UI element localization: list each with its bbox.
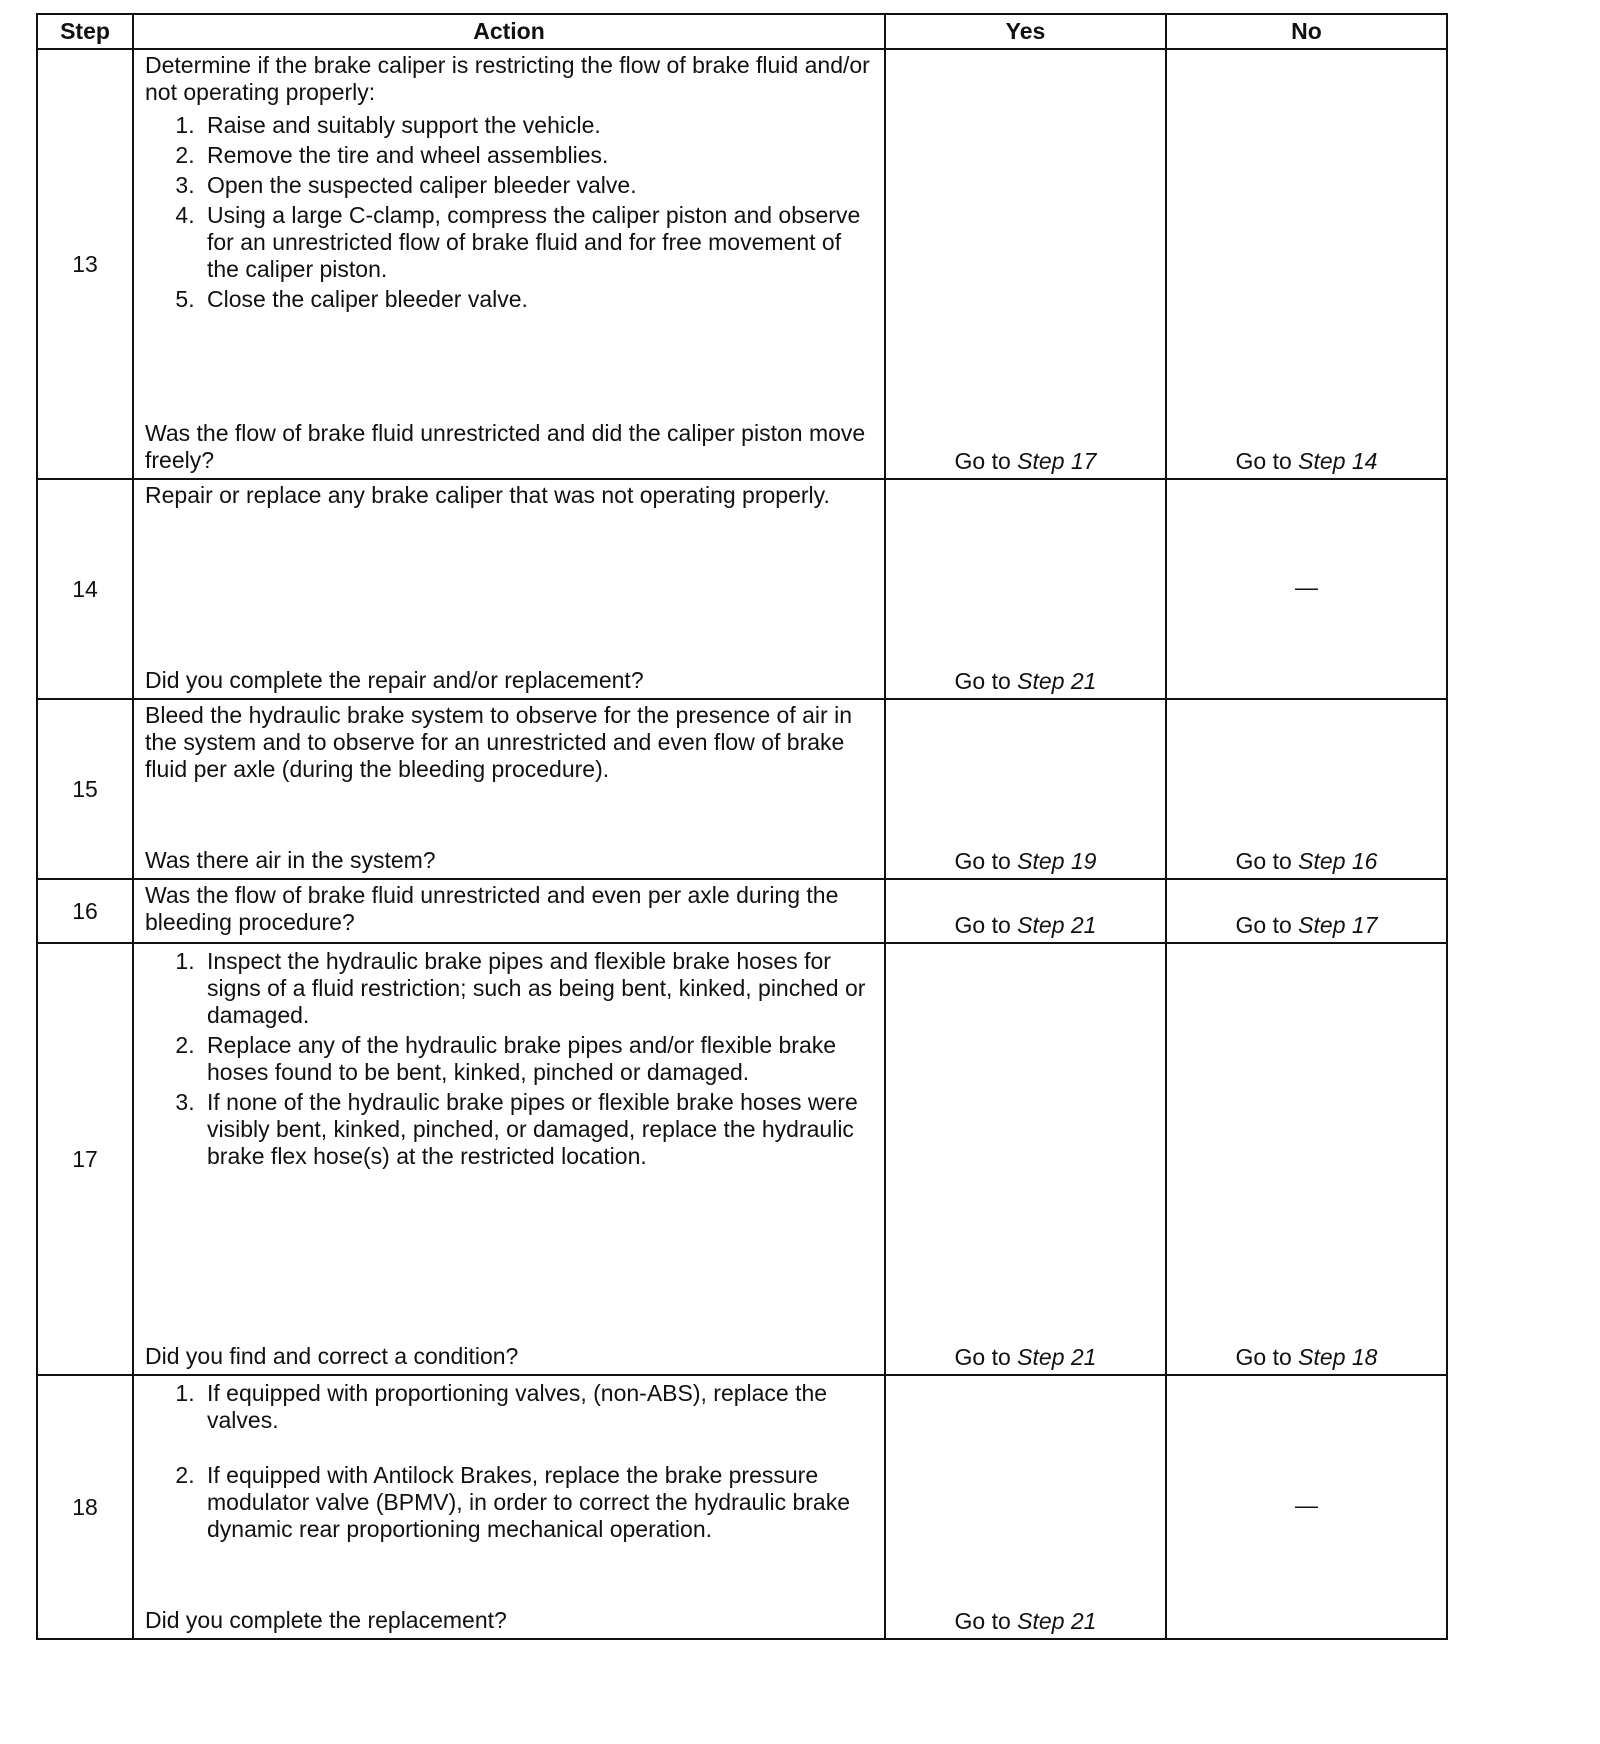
yes-answer xyxy=(885,699,1166,879)
no-answer xyxy=(1166,1375,1447,1639)
yes-step-ref: Step 21 xyxy=(1017,668,1097,694)
action-question: Did you complete the replacement? xyxy=(145,1607,507,1633)
action-intro: Repair or replace any brake caliper that was not operating properly. xyxy=(145,482,830,508)
list-item: 1. Raise and suitably support the vehicle. xyxy=(201,112,874,139)
step-number: 18 xyxy=(37,1375,133,1639)
table-row xyxy=(37,479,1447,699)
action-list xyxy=(145,1380,874,1571)
go-to-label: Go to xyxy=(1235,448,1292,474)
step-number: 15 xyxy=(37,699,133,879)
step-number: 13 xyxy=(37,49,133,479)
go-to-label: Go to xyxy=(954,912,1011,938)
yes-step-ref: Step 21 xyxy=(1017,1608,1097,1634)
yes-answer xyxy=(885,49,1166,479)
list-item: 2. Replace any of the hydraulic brake pipes and/or flexible brake hoses found to be bent, kinked, pinched or damaged. xyxy=(201,1032,874,1086)
action-cell xyxy=(133,1375,885,1639)
table-row xyxy=(37,1375,1447,1639)
step-number: 14 xyxy=(37,479,133,699)
list-item: 3. If none of the hydraulic brake pipes or flexible brake hoses were visibly bent, kinked, pinched, or damaged, replace the hydraulic brake flex hose(s) at the restricted location. xyxy=(201,1089,874,1170)
action-cell xyxy=(133,49,885,479)
list-item: 1. If equipped with proportioning valves, (non-ABS), replace the valves. xyxy=(201,1380,874,1434)
go-to-label: Go to xyxy=(1235,848,1292,874)
action-question: Was there air in the system? xyxy=(145,847,436,873)
list-item: 3. Open the suspected caliper bleeder valve. xyxy=(201,172,874,199)
no-answer xyxy=(1166,943,1447,1375)
action-cell xyxy=(133,479,885,699)
yes-step-ref: Step 17 xyxy=(1017,448,1097,474)
go-to-label: Go to xyxy=(1235,912,1292,938)
header-row xyxy=(37,14,1447,49)
diagnostic-table xyxy=(36,13,1448,1640)
table-row xyxy=(37,699,1447,879)
yes-answer xyxy=(885,479,1166,699)
action-cell xyxy=(133,699,885,879)
table-row xyxy=(37,943,1447,1375)
go-to-label: Go to xyxy=(954,848,1011,874)
no-step-ref: Step 17 xyxy=(1298,912,1378,938)
yes-step-ref: Step 19 xyxy=(1017,848,1097,874)
yes-step-ref: Step 21 xyxy=(1017,912,1097,938)
yes-answer xyxy=(885,879,1166,943)
header-yes: Yes xyxy=(885,14,1166,49)
table-row xyxy=(37,49,1447,479)
no-step-ref: Step 16 xyxy=(1298,848,1378,874)
step-number: 17 xyxy=(37,943,133,1375)
action-question: Did you find and correct a condition? xyxy=(145,1343,519,1369)
no-step-ref: Step 14 xyxy=(1298,448,1378,474)
go-to-label: Go to xyxy=(954,1608,1011,1634)
action-cell xyxy=(133,879,885,943)
header-step: Step xyxy=(37,14,133,49)
table-row xyxy=(37,879,1447,943)
header-no: No xyxy=(1166,14,1447,49)
list-item: 1. Inspect the hydraulic brake pipes and flexible brake hoses for signs of a fluid restriction; such as being bent, kinked, pinched or damaged. xyxy=(201,948,874,1029)
go-to-label: Go to xyxy=(954,448,1011,474)
list-item: 2. Remove the tire and wheel assemblies. xyxy=(201,142,874,169)
action-question: Was the flow of brake fluid unrestricted and even per axle during the bleeding procedure? xyxy=(145,882,839,935)
action-question: Did you complete the repair and/or replacement? xyxy=(145,667,644,693)
dash-text: — xyxy=(1295,1492,1318,1518)
list-item: 2. If equipped with Antilock Brakes, replace the brake pressure modulator valve (BPMV), in order to correct the hydraulic brake dynamic rear proportioning mechanical operation. xyxy=(201,1462,874,1543)
list-item: 5. Close the caliper bleeder valve. xyxy=(201,286,874,313)
action-intro: Determine if the brake caliper is restricting the flow of brake fluid and/or not operating properly: xyxy=(145,52,870,105)
step-number: 16 xyxy=(37,879,133,943)
go-to-label: Go to xyxy=(1235,1344,1292,1370)
action-intro: Bleed the hydraulic brake system to observe for the presence of air in the system and to observe for an unrestricted and even flow of brake fluid per axle (during the bleeding procedure). xyxy=(145,702,852,782)
yes-step-ref: Step 21 xyxy=(1017,1344,1097,1370)
yes-answer xyxy=(885,943,1166,1375)
action-question: Was the flow of brake fluid unrestricted and did the caliper piston move freely? xyxy=(145,420,866,473)
action-list xyxy=(145,948,874,1173)
action-cell xyxy=(133,943,885,1375)
action-list xyxy=(145,112,874,313)
no-answer xyxy=(1166,479,1447,699)
go-to-label: Go to xyxy=(954,668,1011,694)
no-answer xyxy=(1166,879,1447,943)
no-step-ref: Step 18 xyxy=(1298,1344,1378,1370)
dash-text: — xyxy=(1295,574,1318,600)
header-action: Action xyxy=(133,14,885,49)
no-answer xyxy=(1166,699,1447,879)
no-answer xyxy=(1166,49,1447,479)
go-to-label: Go to xyxy=(954,1344,1011,1370)
yes-answer xyxy=(885,1375,1166,1639)
list-item: 4. Using a large C-clamp, compress the caliper piston and observe for an unrestricted flow of brake fluid and for free movement of the caliper piston. xyxy=(201,202,874,283)
